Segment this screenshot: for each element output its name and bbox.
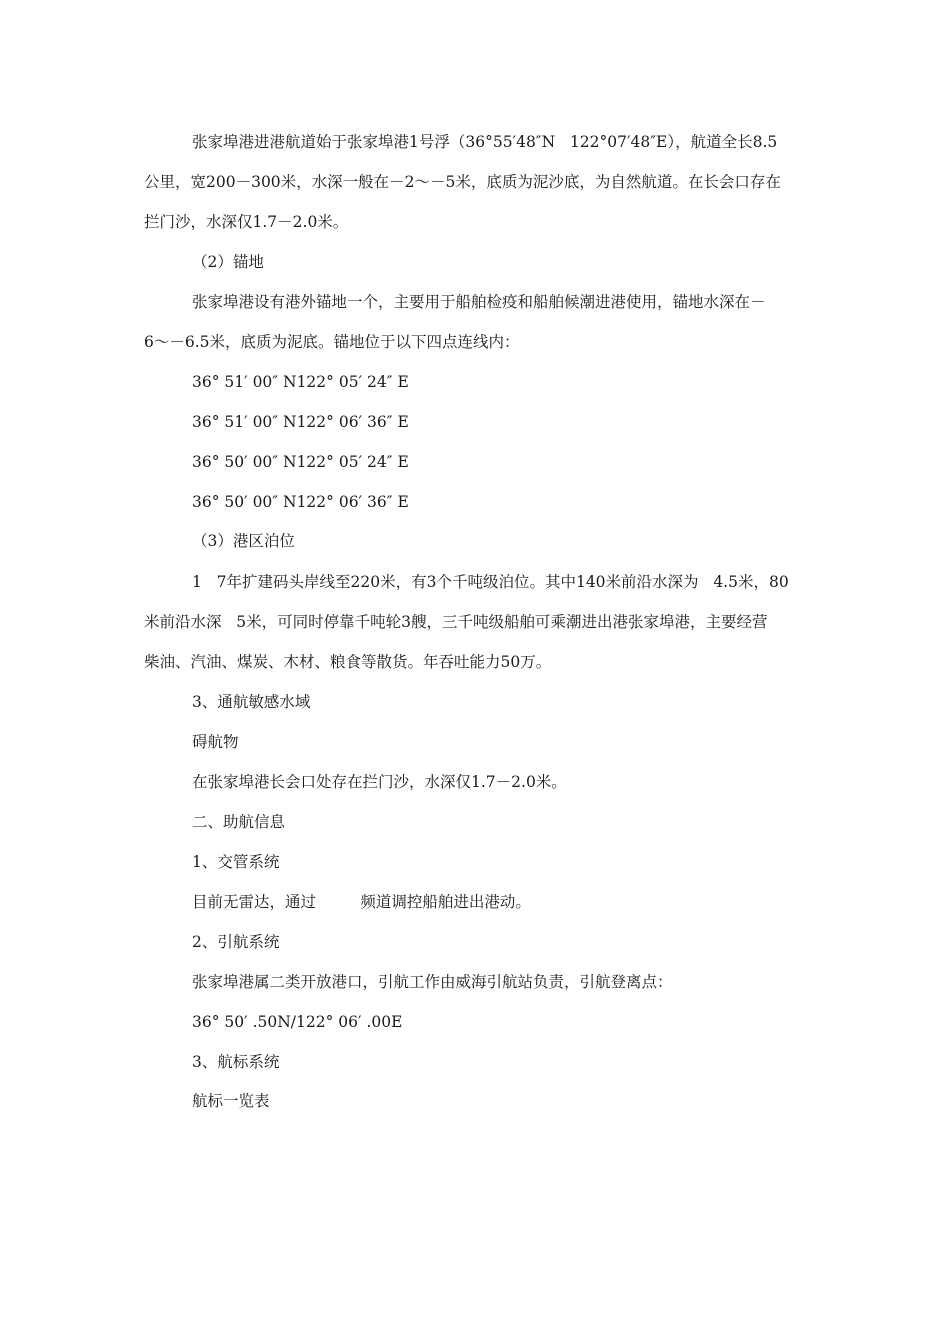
pilotage-text: 张家埠港属二类开放港口，引航工作由威海引航站负责，引航登离点： <box>192 973 673 991</box>
channel-paragraph-line-3: 拦门沙，水深仅1.7－2.0米。 <box>144 213 349 231</box>
pilot-boarding-point: 36° 50′ .50N/122° 06′ .00E <box>192 1013 403 1031</box>
obstruction-subheading: 碍航物 <box>192 733 239 751</box>
berths-paragraph-line-1: 1 7年扩建码头岸线至220米，有3个千吨级泊位。其中140米前沿水深为 4.5米，80 <box>192 573 789 591</box>
anchorage-point-2: 36° 51′ 00″ N122° 06′ 36″ E <box>192 413 409 431</box>
sensitive-waters-heading: 3、通航敏感水域 <box>192 693 311 711</box>
vts-heading: 1、交管系统 <box>192 853 280 871</box>
navigation-aids-heading: 二、助航信息 <box>192 813 286 831</box>
channel-paragraph-line-1: 张家埠港进港航道始于张家埠港1号浮（36°55′48″N 122°07′48″E），航道全长8.5 <box>192 133 778 151</box>
pilotage-heading: 2、引航系统 <box>192 933 280 951</box>
anchorage-point-4: 36° 50′ 00″ N122° 06′ 36″ E <box>192 493 409 511</box>
vts-text: 目前无雷达，通过 频道调控船舶进出港动。 <box>192 893 531 911</box>
buoy-table-title: 航标一览表 <box>192 1092 270 1110</box>
berths-paragraph-line-3: 柴油、汽油、煤炭、木材、粮食等散货。年吞吐能力50万。 <box>144 653 552 671</box>
channel-paragraph-line-2: 公里，宽200－300米，水深一般在－2～－5米，底质为泥沙底，为自然航道。在长会口存在 <box>144 173 781 191</box>
buoyage-heading: 3、航标系统 <box>192 1053 280 1071</box>
anchorage-paragraph-line-1: 张家埠港设有港外锚地一个，主要用于船舶检疫和船舶候潮进港使用，锚地水深在－ <box>192 293 766 311</box>
obstruction-text: 在张家埠港长会口处存在拦门沙，水深仅1.7－2.0米。 <box>192 773 567 791</box>
berths-paragraph-line-2: 米前沿水深 5米，可同时停靠千吨轮3艘，三千吨级船舶可乘潮进出港张家埠港，主要经营 <box>144 613 768 631</box>
anchorage-point-3: 36° 50′ 00″ N122° 05′ 24″ E <box>192 453 409 471</box>
anchorage-paragraph-line-2: 6～－6.5米，底质为泥底。锚地位于以下四点连线内： <box>144 333 520 351</box>
anchorage-point-1: 36° 51′ 00″ N122° 05′ 24″ E <box>192 373 409 391</box>
berths-heading: （3）港区泊位 <box>192 532 295 550</box>
anchorage-heading: （2）锚地 <box>192 253 264 271</box>
